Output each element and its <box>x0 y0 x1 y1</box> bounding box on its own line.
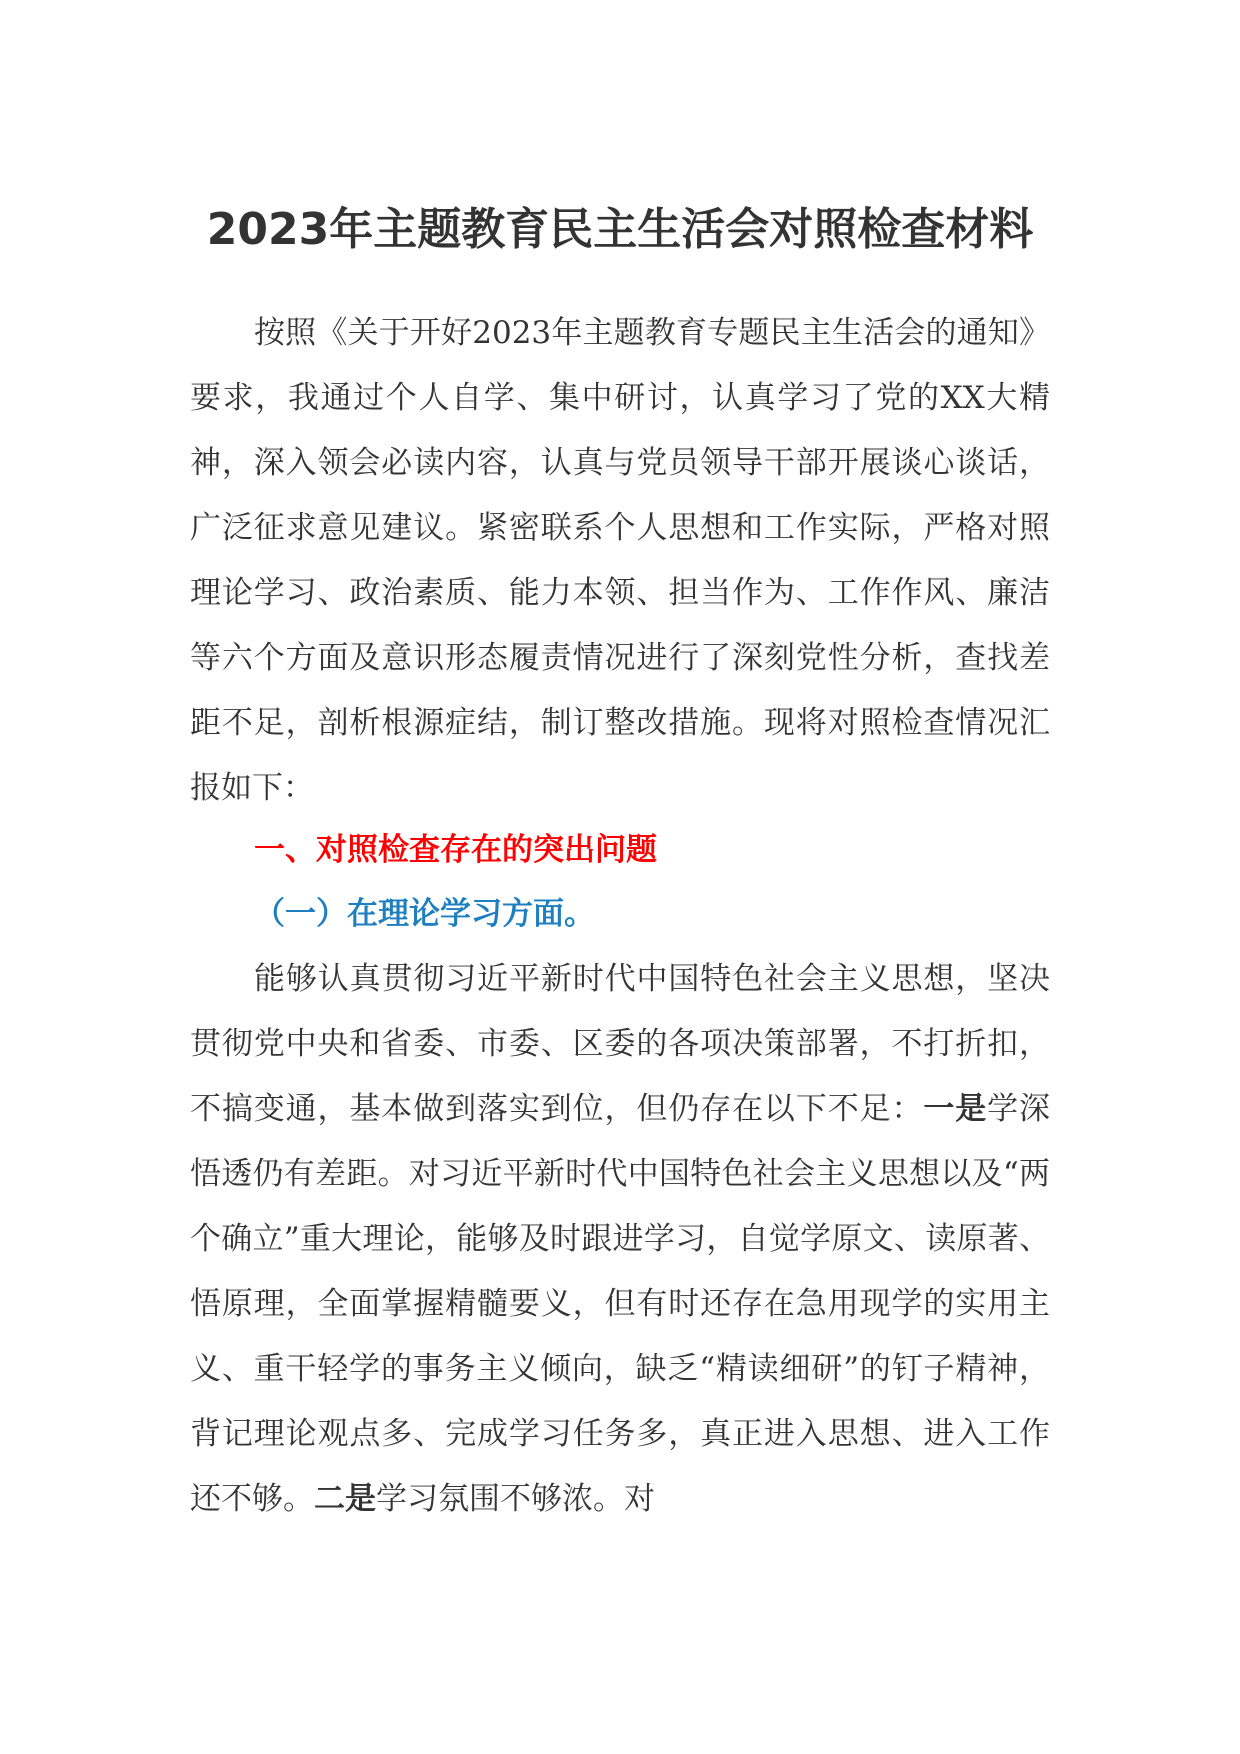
document-title: 2023年主题教育民主生活会对照检查材料 <box>206 204 1034 255</box>
point-two-label: 二是 <box>314 1481 376 1517</box>
theory-paragraph <box>190 947 1050 1532</box>
point-one-text: 学深悟透仍有差距。对习近平新时代中国特色社会主义思想以及“两个确立”重大理论，能够及时跟进学习，自觉学原文、读原著、悟原理，全面掌握精髓要义，但有时还存在急用现学的实用主义、重干轻学的事务主义倾向，缺乏“精读细研”的钉子精神，背记理论观点多、完成学习任务多，真正进入思想、进入工作还不够。 <box>190 1091 1051 1517</box>
subsection-heading: （一）在理论学习方面。 <box>254 896 595 932</box>
theory-paragraph-lead: 能够认真贯彻习近平新时代中国特色社会主义思想，坚决贯彻党中央和省委、市委、区委的各项决策部署，不打折扣，不搞变通，基本做到落实到位，但仍存在以下不足： <box>190 961 1050 1127</box>
theory-section <box>190 947 1050 1532</box>
intro-section <box>190 301 1050 821</box>
intro-paragraph: 按照《关于开好2023年主题教育专题民主生活会的通知》要求，我通过个人自学、集中研讨，认真学习了党的XX大精神，深入领会必读内容，认真与党员领导干部开展谈心谈话，广泛征求意见建议。紧密联系个人思想和工作实际，严格对照理论学习、政治素质、能力本领、担当作为、工作作风、廉洁等六个方面及意识形态履责情况进行了深刻党性分析，查找差距不足，剖析根源症结，制订整改措施。现将对照检查情况汇报如下： <box>190 315 1050 806</box>
point-two-text: 学习氛围不够浓。对 <box>376 1481 655 1517</box>
point-one-label: 一是 <box>923 1091 988 1127</box>
section-heading: 一、对照检查存在的突出问题 <box>254 832 657 868</box>
